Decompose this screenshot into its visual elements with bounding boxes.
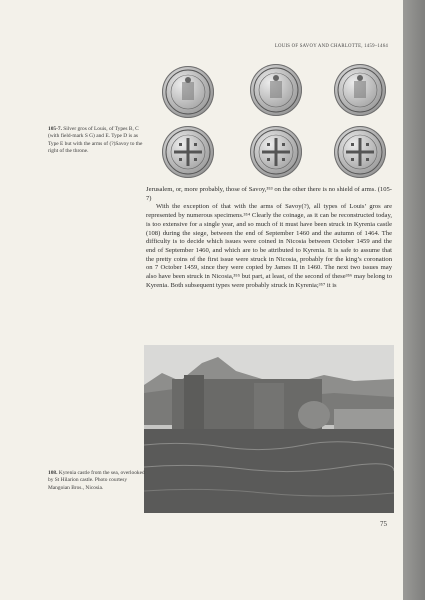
photo-caption-text: Kyrenia castle from the sea, overlooked by St Hilarion castle. Photo courtesy Mangoian Bros., Nicosia.: [48, 470, 145, 491]
coin-obverse-type-b: [162, 66, 214, 118]
page-number: 75: [380, 520, 387, 528]
book-spine-shadow: [403, 0, 425, 600]
coin-figure-caption-text: Silver gros of Louis, of Types B, C (with field-mark S G) and E. Type D is as Type E but with the arms of (?)Savoy to the right of the throne.: [48, 126, 143, 155]
body-paragraph: Jerusalem, or, more probably, those of Savoy,³⁵³ on the other there is no shield of arms. (105-7): [146, 186, 392, 202]
coin-reverse-type-c: [250, 126, 302, 178]
coin-reverse-type-b: [162, 126, 214, 178]
coin-obverse-type-c: [250, 64, 302, 116]
running-head: LOUIS OF SAVOY AND CHARLOTTE, 1459–1464: [274, 44, 388, 49]
body-paragraph: With the exception of that with the arms of Savoy(?), all types of Louis’ gros are represented by numerous specimens.³⁵⁴ Clearly the coinage, as it can be reconstructed today, is too extensive for a single year, and so much of it must have been struck in Kyrenia castle (108) during the siege, between the end of September 1460 and the autumn of 1464. The difficulty is to decide which issues were coined in Nicosia between October 1459 and the end of September 1460, and which are to be attributed to Kyrenia. It is safe to assume that the pretty coins of the first issue were struck in Nicosia, probably for the king’s coronation on 7 October 1459, since they were copied by James II in 1460. The next two issues may also have been struck in Nicosia,³⁵⁵ but part, at least, of the second of these³⁵⁶ may belong to Kyrenia. Both subsequent types were probably struck in Kyrenia;³⁵⁷ it is: [146, 203, 392, 289]
coin-figure-caption-number: 105-7.: [48, 126, 62, 132]
coin-plate: [160, 64, 392, 182]
body-text: [146, 186, 392, 290]
coin-figure-caption: [48, 126, 148, 156]
coin-obverse-type-e: [334, 64, 386, 116]
kyrenia-castle-photo: [144, 345, 394, 513]
photo-caption: [48, 470, 148, 492]
coin-reverse-type-e: [334, 126, 386, 178]
photo-caption-number: 108.: [48, 470, 58, 476]
